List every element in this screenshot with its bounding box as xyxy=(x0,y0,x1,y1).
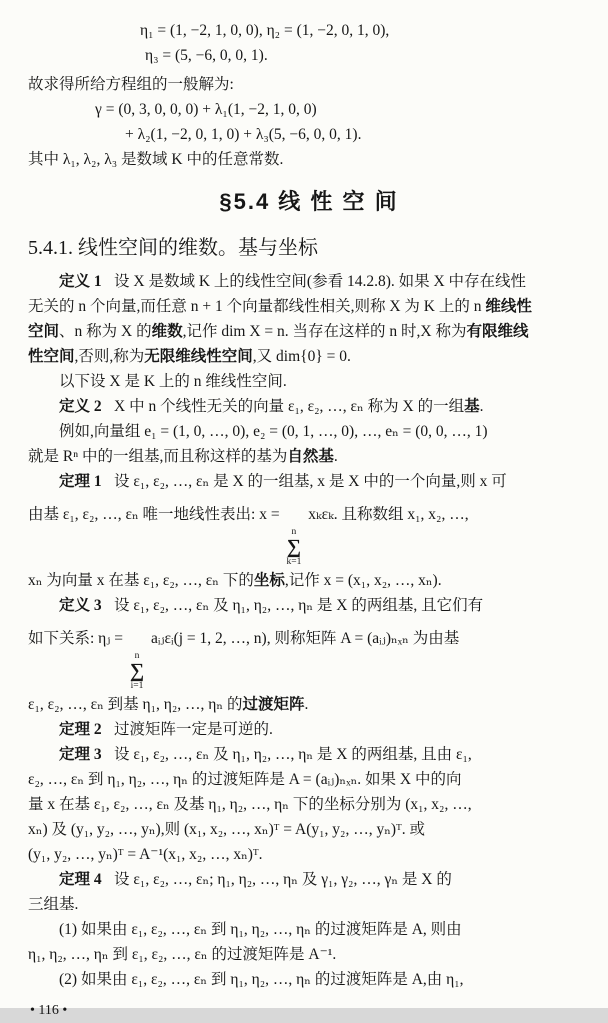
sigma-icon: ∑ xyxy=(129,660,145,683)
line-text: aᵢⱼεᵢ(j = 1, 2, …, n), 则称矩阵 A = (aᵢⱼ)ₙₓₙ 为由基 xyxy=(147,629,460,647)
summation-upper-limit: n xyxy=(291,527,297,537)
line-text: ,否则,称为 xyxy=(74,348,145,365)
paragraph-line xyxy=(28,593,590,618)
bold-term: 基 xyxy=(464,398,480,415)
line-text: ,记作 x = (x₁, x₂, …, xₙ). xyxy=(284,571,442,589)
paragraph-line: 三组基. xyxy=(28,895,79,913)
summation-lower-limit: k=1 xyxy=(286,557,302,568)
line-text: 如下关系: ηⱼ = xyxy=(28,629,127,647)
line-text: . xyxy=(333,448,338,465)
term-label: 定理 3 xyxy=(59,745,102,763)
bold-term: 维数 xyxy=(151,323,183,340)
equation-line: + λ₂(1, −2, 0, 1, 0) + λ₃(5, −6, 0, 0, 1). xyxy=(125,126,362,143)
paragraph-line xyxy=(28,344,590,369)
line-text: xₖεₖ. 且称数组 x₁, x₂, …, xyxy=(304,506,469,523)
line-text: xₙ 为向量 x 在基 ε₁, ε₂, …, εₙ 下的 xyxy=(28,571,254,589)
line-text: 过渡矩阵一定是可逆的. xyxy=(110,720,273,738)
body-line: 其中 λ₁, λ₂, λ₃ 是数域 K 中的任意常数. xyxy=(28,151,284,168)
paragraph-line: (2) 如果由 ε₁, ε₂, …, εₙ 到 η₁, η₂, …, ηₙ 的过渡矩阵是 A,由 η₁, xyxy=(59,970,464,988)
bold-term: 无限维线性空间 xyxy=(144,348,253,365)
paragraph-line xyxy=(28,692,590,717)
paragraph-line xyxy=(28,444,590,469)
equation-line: γ = (0, 3, 0, 0, 0) + λ₁(1, −2, 1, 0, 0) xyxy=(95,101,317,118)
line-text: 就是 Rⁿ 中的一组基,而且称这样的基为 xyxy=(28,448,288,465)
paragraph-line xyxy=(28,294,590,319)
paragraph-line xyxy=(28,742,590,767)
summation-upper-limit: n xyxy=(134,650,140,661)
paragraph-line: (1) 如果由 ε₁, ε₂, …, εₙ 到 η₁, η₂, …, ηₙ 的过渡矩阵是 A, 则由 xyxy=(59,920,462,938)
subsection-heading: 5.4.1. 线性空间的维数。基与坐标 xyxy=(28,237,318,259)
equation-line: η₁ = (1, −2, 1, 0, 0), η₂ = (1, −2, 0, 1, 0), xyxy=(140,22,390,39)
page-number: • 116 • xyxy=(30,1002,68,1018)
term-label: 定义 3 xyxy=(59,596,102,614)
paragraph-line: xₙ) 及 (y₁, y₂, …, yₙ),则 (x₁, x₂, …, xₙ)ᵀ = A(y₁, y₂, …, yₙ)ᵀ. 或 xyxy=(28,820,425,838)
bold-term: 坐标 xyxy=(253,571,285,589)
paragraph-line xyxy=(28,867,590,892)
line-text: 设 ε₁, ε₂, …, εₙ; η₁, η₂, …, ηₙ 及 γ₁, γ₂, …, γₙ 是 X 的 xyxy=(110,870,452,888)
term-label: 定理 4 xyxy=(59,870,102,888)
line-text: 、n 称为 X 的 xyxy=(59,323,152,340)
term-label: 定义 1 xyxy=(59,273,102,290)
bold-term: 维线性 xyxy=(485,298,532,315)
summation-lower-limit: i=1 xyxy=(130,681,144,692)
line-text: 无关的 n 个向量,而任意 n + 1 个向量都线性相关,则称 X 为 K 上的 n xyxy=(28,298,486,315)
line-text: 设 ε₁, ε₂, …, εₙ 及 η₁, η₂, …, ηₙ 是 X 的两组基, 且由 ε₁, xyxy=(110,745,472,763)
paragraph-line: 例如,向量组 e₁ = (1, 0, …, 0), e₂ = (0, 1, …, 0), …, eₙ = (0, 0, …, 1) xyxy=(59,423,488,440)
equation-line: η₃ = (5, −6, 0, 0, 1). xyxy=(145,47,268,64)
formula-line xyxy=(28,494,590,568)
line-text: . xyxy=(304,695,309,713)
paragraph-line: 以下设 X 是 K 上的 n 维线性空间. xyxy=(59,373,287,390)
line-text: 设 ε₁, ε₂, …, εₙ 是 X 的一组基, x 是 X 中的一个向量,则 x 可 xyxy=(110,473,507,490)
line-text: 设 ε₁, ε₂, …, εₙ 及 η₁, η₂, …, ηₙ 是 X 的两组基, 且它们有 xyxy=(110,596,484,614)
summation-symbol xyxy=(286,527,301,568)
paragraph-line xyxy=(28,717,590,742)
bold-term: 性空间 xyxy=(28,348,75,365)
sigma-icon: ∑ xyxy=(286,536,302,559)
bold-term: 过渡矩阵 xyxy=(242,695,305,713)
term-label: 定理 2 xyxy=(59,720,102,738)
paragraph-line xyxy=(28,394,590,419)
bold-term: 有限维线 xyxy=(466,323,529,340)
paragraph-line xyxy=(28,469,590,494)
line-text: . xyxy=(479,398,484,415)
line-text: 设 X 是数域 K 上的线性空间(参看 14.2.8). 如果 X 中存在线性 xyxy=(110,273,527,290)
term-label: 定义 2 xyxy=(59,398,102,415)
summation-symbol xyxy=(130,651,144,692)
paragraph-line: 量 x 在基 ε₁, ε₂, …, εₙ 及基 η₁, η₂, …, ηₙ 下的坐标分别为 (x₁, x₂, …, xyxy=(28,795,472,813)
line-text: ,记作 dim X = n. 当存在这样的 n 时,X 称为 xyxy=(182,323,467,340)
line-text: ε₁, ε₂, …, εₙ 到基 η₁, η₂, …, ηₙ 的 xyxy=(28,695,243,713)
line-text: X 中 n 个线性无关的向量 ε₁, ε₂, …, εₙ 称为 X 的一组 xyxy=(110,398,465,415)
body-line: 故求得所给方程组的一般解为: xyxy=(28,76,234,93)
paragraph-line: η₁, η₂, …, ηₙ 到 ε₁, ε₂, …, εₙ 的过渡矩阵是 A⁻¹. xyxy=(28,945,337,963)
paragraph-line xyxy=(28,269,590,294)
formula-line xyxy=(28,618,590,692)
paragraph-line xyxy=(28,568,590,593)
term-label: 定理 1 xyxy=(59,473,102,490)
bold-term: 空间 xyxy=(28,323,60,340)
line-text: 由基 ε₁, ε₂, …, εₙ 唯一地线性表出: x = xyxy=(28,506,284,523)
section-heading: §5.4 线 性 空 间 xyxy=(219,189,399,214)
line-text: ,又 dim{0} = 0. xyxy=(252,348,351,365)
paragraph-line: (y₁, y₂, …, yₙ)ᵀ = A⁻¹(x₁, x₂, …, xₙ)ᵀ. xyxy=(28,845,263,863)
paragraph-line: ε₂, …, εₙ 到 η₁, η₂, …, ηₙ 的过渡矩阵是 A = (aᵢⱼ)ₙₓₙ. 如果 X 中的向 xyxy=(28,770,462,788)
bold-term: 自然基 xyxy=(287,448,334,465)
paragraph-line xyxy=(28,319,590,344)
